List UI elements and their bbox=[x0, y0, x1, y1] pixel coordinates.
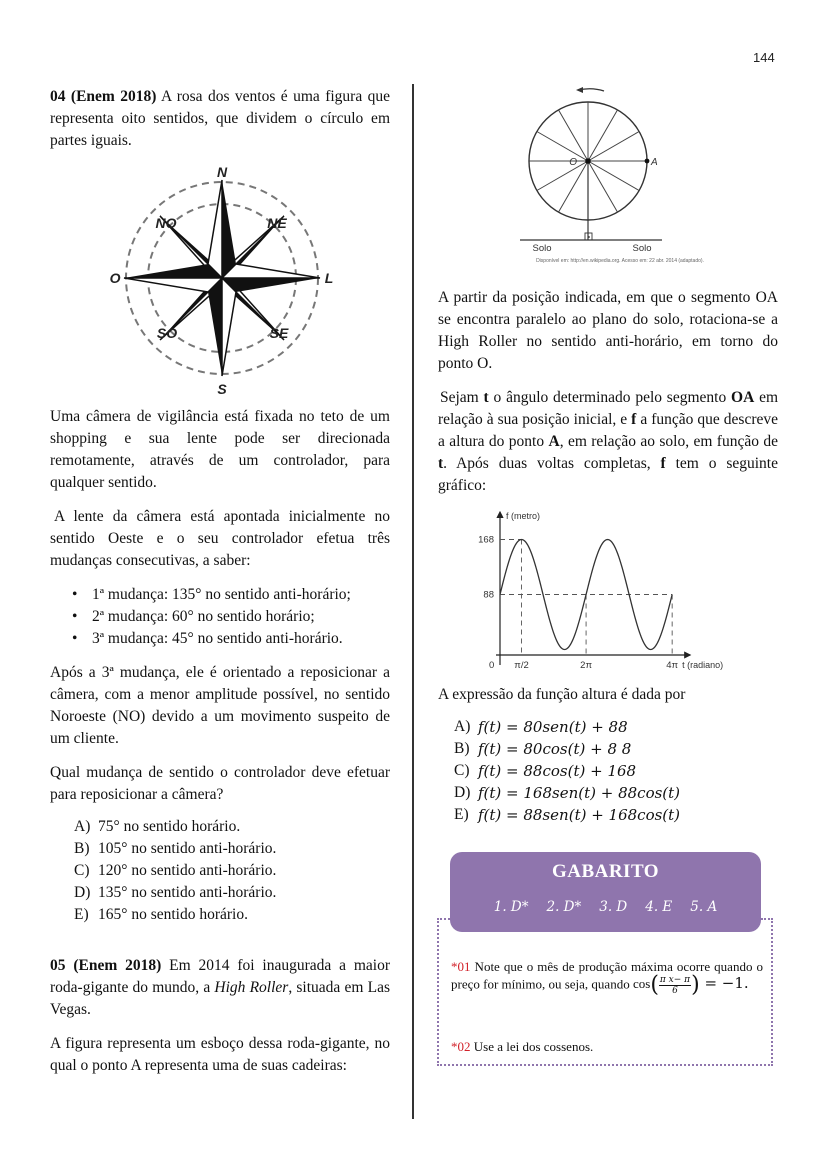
answer-key-title: GABARITO bbox=[551, 861, 660, 882]
compass-label-l: L bbox=[324, 270, 334, 286]
note-formula-cos: cos bbox=[632, 976, 651, 992]
q04-options bbox=[50, 816, 390, 926]
q04-para3: Após a 3ª mudança, ele é orientado a reposicionar a câmera, com a menor amplitude possível, no sentido Noroeste (NO) devido a um movimento suspeito de um cliente. bbox=[50, 664, 390, 747]
compass-label-s: S bbox=[217, 381, 227, 395]
option-letter: E) bbox=[74, 906, 89, 923]
q05-intro bbox=[50, 955, 390, 1077]
height-function-chart bbox=[470, 508, 770, 676]
y-tick-label: 168 bbox=[478, 534, 494, 546]
q05-option-b[interactable] bbox=[454, 738, 778, 760]
ferris-wheel-figure bbox=[505, 80, 735, 270]
q04-change-item: • 3ª mudança: 45° no sentido anti-horário. bbox=[72, 628, 390, 650]
q05-options bbox=[438, 716, 778, 826]
note-mark: *02 bbox=[451, 1039, 471, 1054]
q05-intro-italic: High Roller bbox=[214, 979, 289, 996]
compass-cardinal-points bbox=[124, 180, 320, 376]
option-formula: f(t) = 88sen(t) + 168cos(t) bbox=[478, 806, 681, 824]
compass-rose-figure bbox=[110, 165, 335, 395]
option-letter: E) bbox=[454, 806, 469, 823]
answer-item: 1. D* bbox=[493, 899, 529, 915]
compass-label-no: NO bbox=[155, 215, 177, 231]
option-letter: D) bbox=[74, 884, 91, 901]
q04-para2: A lente da câmera está apontada inicialmente no sentido Oeste e o seu controlador efetua três mudanças consecutivas, a saber: bbox=[50, 508, 390, 569]
q05-expr-intro: A expressão da função altura é dada por bbox=[438, 686, 686, 703]
option-letter: B) bbox=[74, 840, 90, 857]
page-number: 144 bbox=[753, 50, 775, 65]
note-text: Note que o mês de produção máxima ocorre quando o preço for mínimo, ou seja, quando bbox=[451, 959, 763, 992]
compass-label-o: O bbox=[110, 270, 121, 286]
compass-label-n: N bbox=[216, 165, 228, 180]
answer-item: 5. A bbox=[690, 899, 718, 915]
notes-border-top-right bbox=[761, 918, 773, 920]
q05-para-rot: A partir da posição indicada, em que o segmento OA se encontra paralelo ao plano do solo, rotaciona-se a High Roller no sentido anti-horário, em torno do ponto O. bbox=[438, 289, 778, 372]
compass-label-so: SO bbox=[156, 325, 178, 341]
x-tick-label: 2π bbox=[580, 660, 593, 671]
answer-key-panel bbox=[450, 852, 761, 932]
q05-expression-block bbox=[438, 684, 778, 826]
answer-item: 3. D bbox=[599, 899, 628, 915]
note-fraction: $\frac{\text{π x− π}}{6}$ bbox=[659, 975, 691, 996]
point-a bbox=[645, 159, 650, 164]
option-text: 120° no sentido anti-horário. bbox=[98, 862, 277, 879]
x-tick-label: π/2 bbox=[514, 660, 529, 671]
center-point-o bbox=[585, 158, 591, 164]
figure-credit: Disponível em: http://en.wikipedia.org. Acesso em: 22 abr. 2014 (adaptado). bbox=[536, 258, 704, 264]
ground-label-right: Solo bbox=[632, 243, 652, 254]
rotation-arrow-head bbox=[576, 87, 583, 93]
note-02 bbox=[451, 1038, 763, 1055]
q05-intro-text-end: , situada em Las Vegas. bbox=[50, 979, 390, 1018]
y-axis-label: f (metro) bbox=[506, 511, 541, 521]
label-a: A bbox=[651, 157, 658, 168]
q05-option-e[interactable] bbox=[454, 804, 778, 826]
q05-figure-text: A figura representa um esboço dessa roda-gigante, no qual o ponto A representa uma de suas cadeiras: bbox=[50, 1035, 390, 1074]
answer-item: 4. E bbox=[645, 899, 673, 915]
q05-option-a[interactable] bbox=[454, 716, 778, 738]
notes-border-top-left bbox=[437, 918, 450, 920]
q04-changes-list bbox=[50, 584, 390, 650]
note-01: *01 Note que o mês de produção máxima ocorre quando o preço for mínimo, ou seja, quando cos( $\frac{\text{π x− π}}{6}$ ) = −1. bbox=[451, 959, 763, 998]
compass-label-ne: NE bbox=[267, 215, 287, 231]
q04-source: (Enem 2018) bbox=[70, 88, 157, 105]
q04-intro-text: A rosa dos ventos é uma figura que representa oito sentidos, que dividem o círculo em partes iguais. bbox=[50, 88, 390, 149]
q05-para-def: Sejam t o ângulo determinado pelo segmento OA em relação à sua posição inicial, e f a função que descreve a altura do ponto A, em relação ao solo, em função de t. Após duas voltas completas, f tem o seguinte gráfico: bbox=[438, 389, 779, 494]
option-formula: f(t) = 168sen(t) + 88cos(t) bbox=[478, 784, 681, 802]
q04-change-item: • 2ª mudança: 60° no sentido horário; bbox=[72, 606, 390, 628]
q04-option-a[interactable] bbox=[74, 816, 390, 838]
note-text: Use a lei dos cossenos. bbox=[470, 1039, 594, 1054]
q04-option-d[interactable] bbox=[74, 882, 390, 904]
q04-option-b[interactable] bbox=[74, 838, 390, 860]
q04-question: Qual mudança de sentido o controlador deve efetuar para reposicionar a câmera? bbox=[50, 764, 390, 803]
q04-intro bbox=[50, 86, 390, 152]
option-text: 135° no sentido anti-horário. bbox=[98, 884, 277, 901]
option-text: 75° no sentido horário. bbox=[98, 818, 241, 835]
option-formula: f(t) = 88cos(t) + 168 bbox=[478, 762, 637, 780]
notes-box bbox=[437, 918, 773, 1066]
option-letter: C) bbox=[454, 762, 470, 779]
q04-body bbox=[50, 406, 390, 926]
q04-option-c[interactable] bbox=[74, 860, 390, 882]
option-text: 105° no sentido anti-horário. bbox=[98, 840, 277, 857]
option-formula: f(t) = 80cos(t) + 8 8 bbox=[478, 740, 632, 758]
compass-label-se: SE bbox=[269, 325, 289, 341]
note-formula-eq: = −1. bbox=[699, 974, 749, 993]
q05-option-c[interactable] bbox=[454, 760, 778, 782]
option-text: 165° no sentido horário. bbox=[98, 906, 248, 923]
x-axis-label: t (radiano) bbox=[682, 660, 724, 670]
note-mark: *01 bbox=[451, 959, 471, 974]
option-letter: A) bbox=[74, 818, 91, 835]
q05-rotation-text bbox=[438, 287, 778, 497]
column-divider bbox=[412, 84, 414, 1119]
option-letter: A) bbox=[454, 718, 471, 735]
q04-number: 04 bbox=[50, 88, 66, 105]
option-formula: f(t) = 80sen(t) + 88 bbox=[478, 718, 628, 736]
option-letter: C) bbox=[74, 862, 90, 879]
q05-intro-text: Em 2014 foi inaugurada a maior roda-gigante do mundo, a bbox=[50, 957, 391, 996]
answer-item: 2. D* bbox=[546, 899, 582, 915]
origin-label: 0 bbox=[489, 660, 495, 671]
x-tick-label: 4π bbox=[666, 660, 679, 671]
answer-key-list bbox=[450, 899, 761, 915]
q04-para1: Uma câmera de vigilância está fixada no teto de um shopping e sua lente pode ser direcionada remotamente, através de um controlador, para qualquer sentido. bbox=[50, 408, 390, 491]
q04-option-e[interactable] bbox=[74, 904, 390, 926]
q05-option-d[interactable] bbox=[454, 782, 778, 804]
option-letter: B) bbox=[454, 740, 470, 757]
q04-change-item: • 1ª mudança: 135° no sentido anti-horário; bbox=[72, 584, 390, 606]
label-o: O bbox=[569, 157, 577, 168]
y-tick-label: 88 bbox=[483, 589, 494, 601]
option-letter: D) bbox=[454, 784, 471, 801]
ground-label-left: Solo bbox=[532, 243, 552, 254]
q05-number: 05 bbox=[50, 957, 66, 974]
q05-source: (Enem 2018) bbox=[73, 957, 162, 974]
